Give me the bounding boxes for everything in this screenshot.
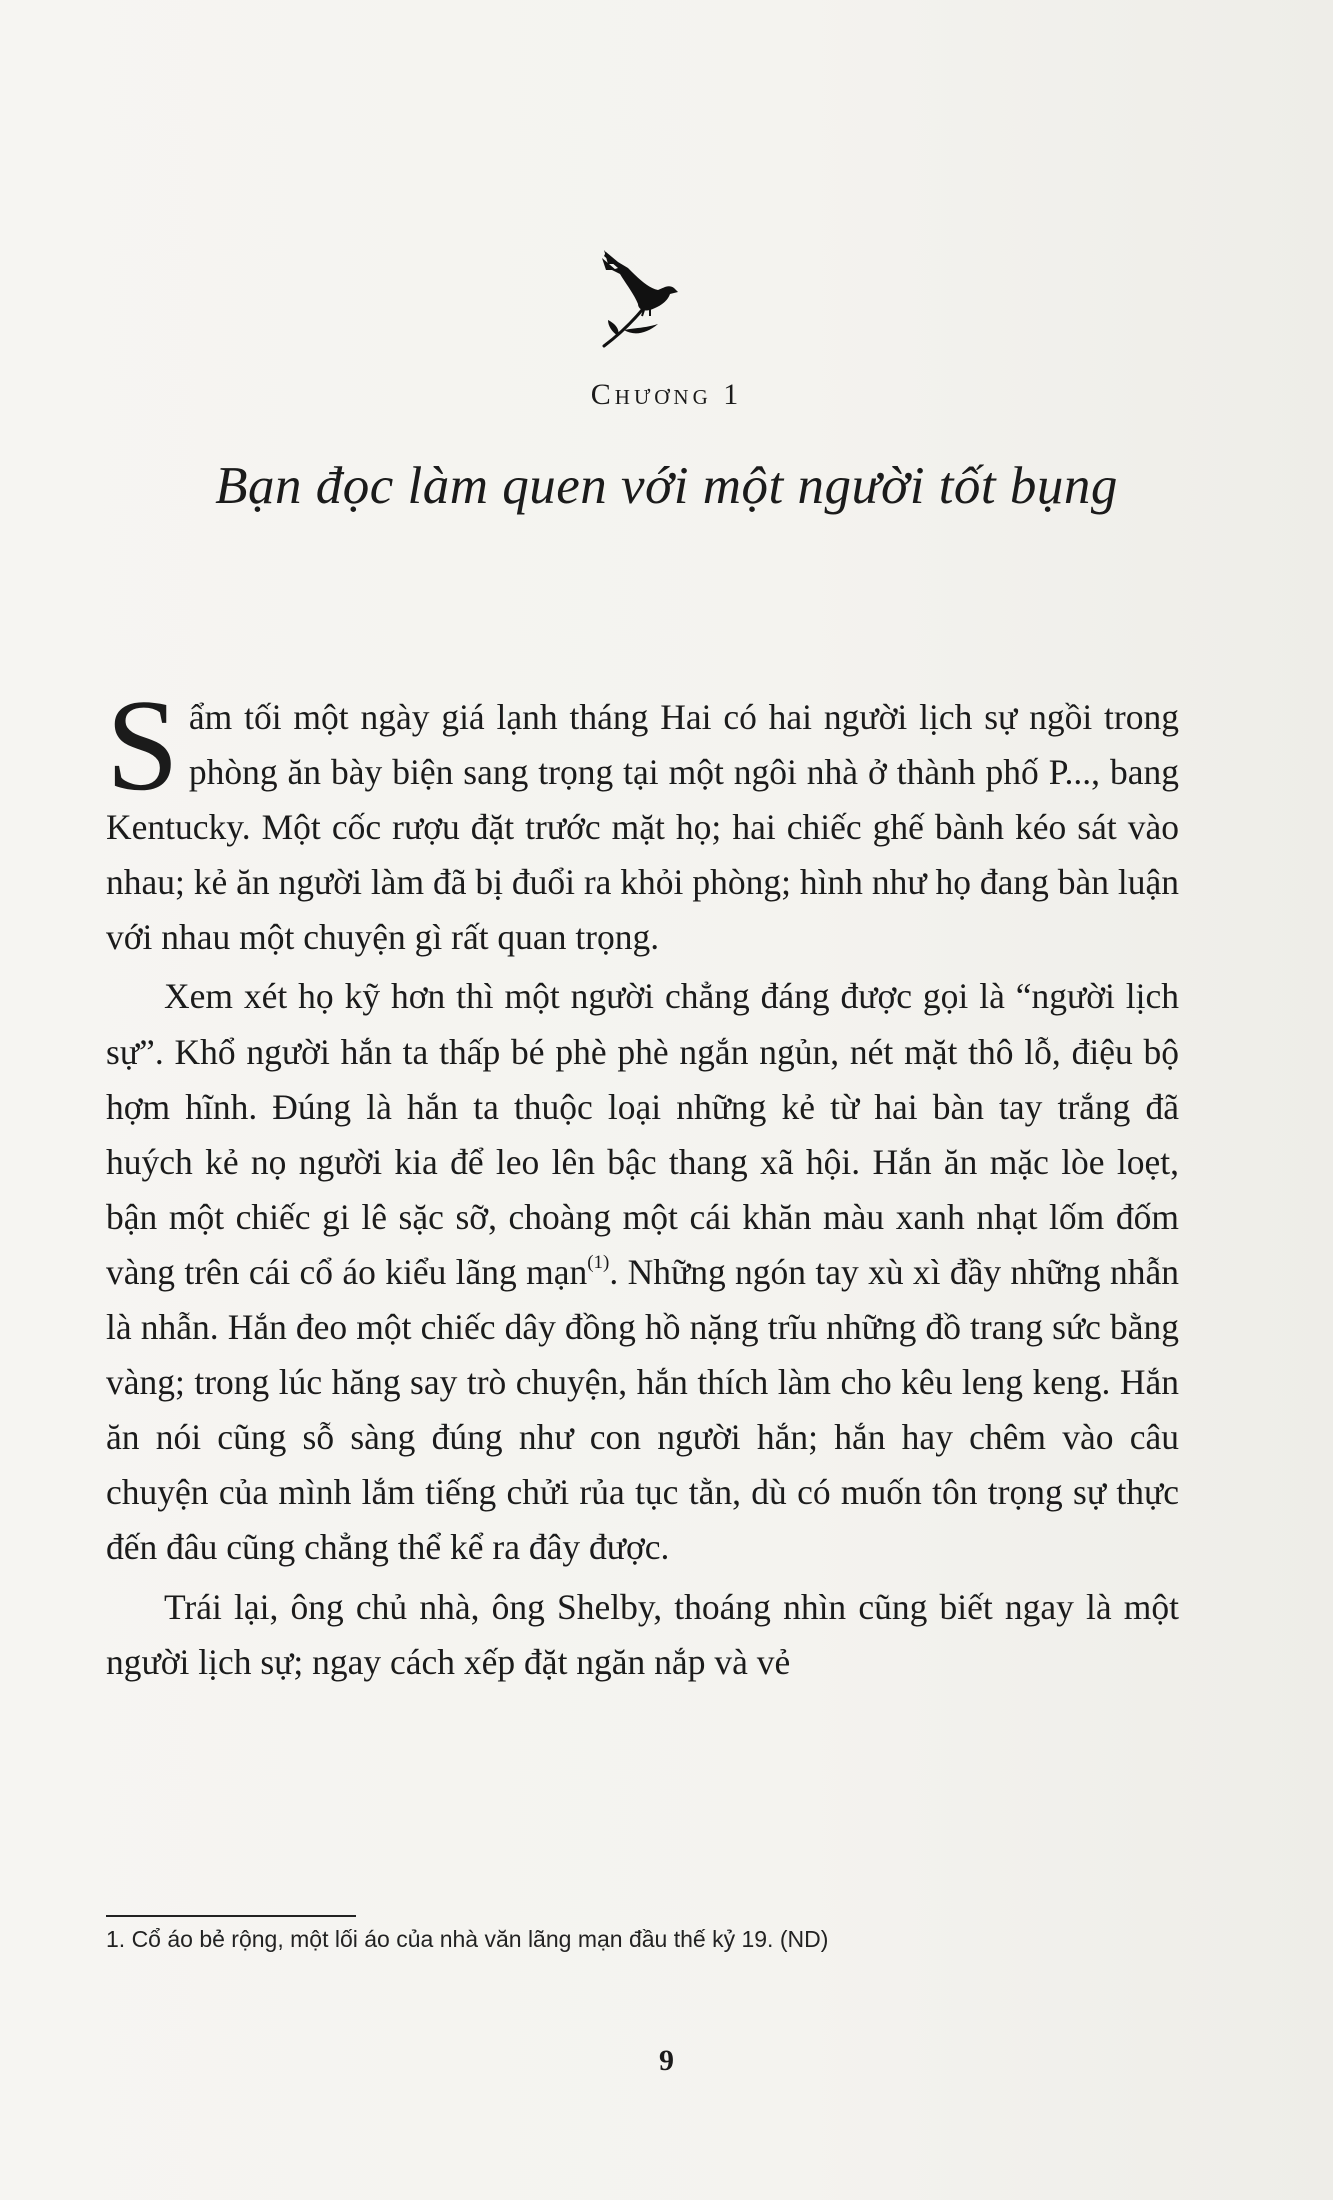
paragraph-text: ẩm tối một ngày giá lạnh tháng Hai có hai người lịch sự ngồi trong phòng ăn bày biện sang trọng tại một ngôi nhà ở thành phố P..., bang Kentucky. Một cốc rượu đặt trước mặt họ; hai chiếc ghế bành kéo sát vào nhau; kẻ ăn người làm đã bị đuổi ra khỏi phòng; hình như họ đang bàn luận với nhau một chuyện gì rất quan trọng. — [106, 697, 1179, 958]
bird-on-branch-icon — [598, 248, 680, 348]
paragraph — [106, 673, 1179, 965]
page-number: 9 — [659, 2044, 674, 2077]
paragraph: Trái lại, ông chủ nhà, ông Shelby, thoáng nhìn cũng biết ngay là một người lịch sự; ngay cách xếp đặt ngăn nắp và vẻ — [106, 1586, 1179, 1682]
footnote-divider — [106, 1915, 356, 1917]
paragraph — [106, 969, 1179, 1575]
chapter-label: Chương 1 — [590, 378, 743, 411]
drop-cap: S — [106, 673, 179, 818]
footnote-reference: (1) — [587, 1251, 610, 1273]
paragraph-text: Xem xét họ kỹ hơn thì một người chẳng đáng được gọi là “người lịch sự”. Khổ người hắn ta thấp bé phè phè ngắn ngủn, nét mặt thô lỗ, điệu bộ hợm hĩnh. Đúng là hắn ta thuộc loại những kẻ từ hai bàn tay trắng đã huých kẻ nọ người kia để leo lên bậc thang xã hội. Hắn ăn mặc lòe loẹt, bận một chiếc gi lê sặc sỡ, choàng một cái khăn màu xanh nhạt lốm đốm vàng trên cái cổ áo kiểu lãng mạn — [106, 976, 1179, 1292]
paragraph-text: . Những ngón tay xù xì đầy những nhẫn là nhẫn. Hắn đeo một chiếc dây đồng hồ nặng trĩu những đồ trang sức bằng vàng; trong lúc hăng say trò chuyện, hắn thích làm cho kêu leng keng. Hắn ăn nói cũng sỗ sàng đúng như con người hắn; hắn hay chêm vào câu chuyện của mình lắm tiếng chửi rủa tục tằn, dù có muốn tôn trọng sự thực đến đâu cũng chẳng thể kể ra đây được. — [106, 1251, 1179, 1568]
chapter-title: Bạn đọc làm quen với một người tốt bụng — [215, 457, 1118, 515]
chapter-body — [106, 673, 1179, 1690]
footnote: 1. Cổ áo bẻ rộng, một lối áo của nhà văn lãng mạn đầu thế kỷ 19. (ND) — [106, 1926, 829, 1952]
